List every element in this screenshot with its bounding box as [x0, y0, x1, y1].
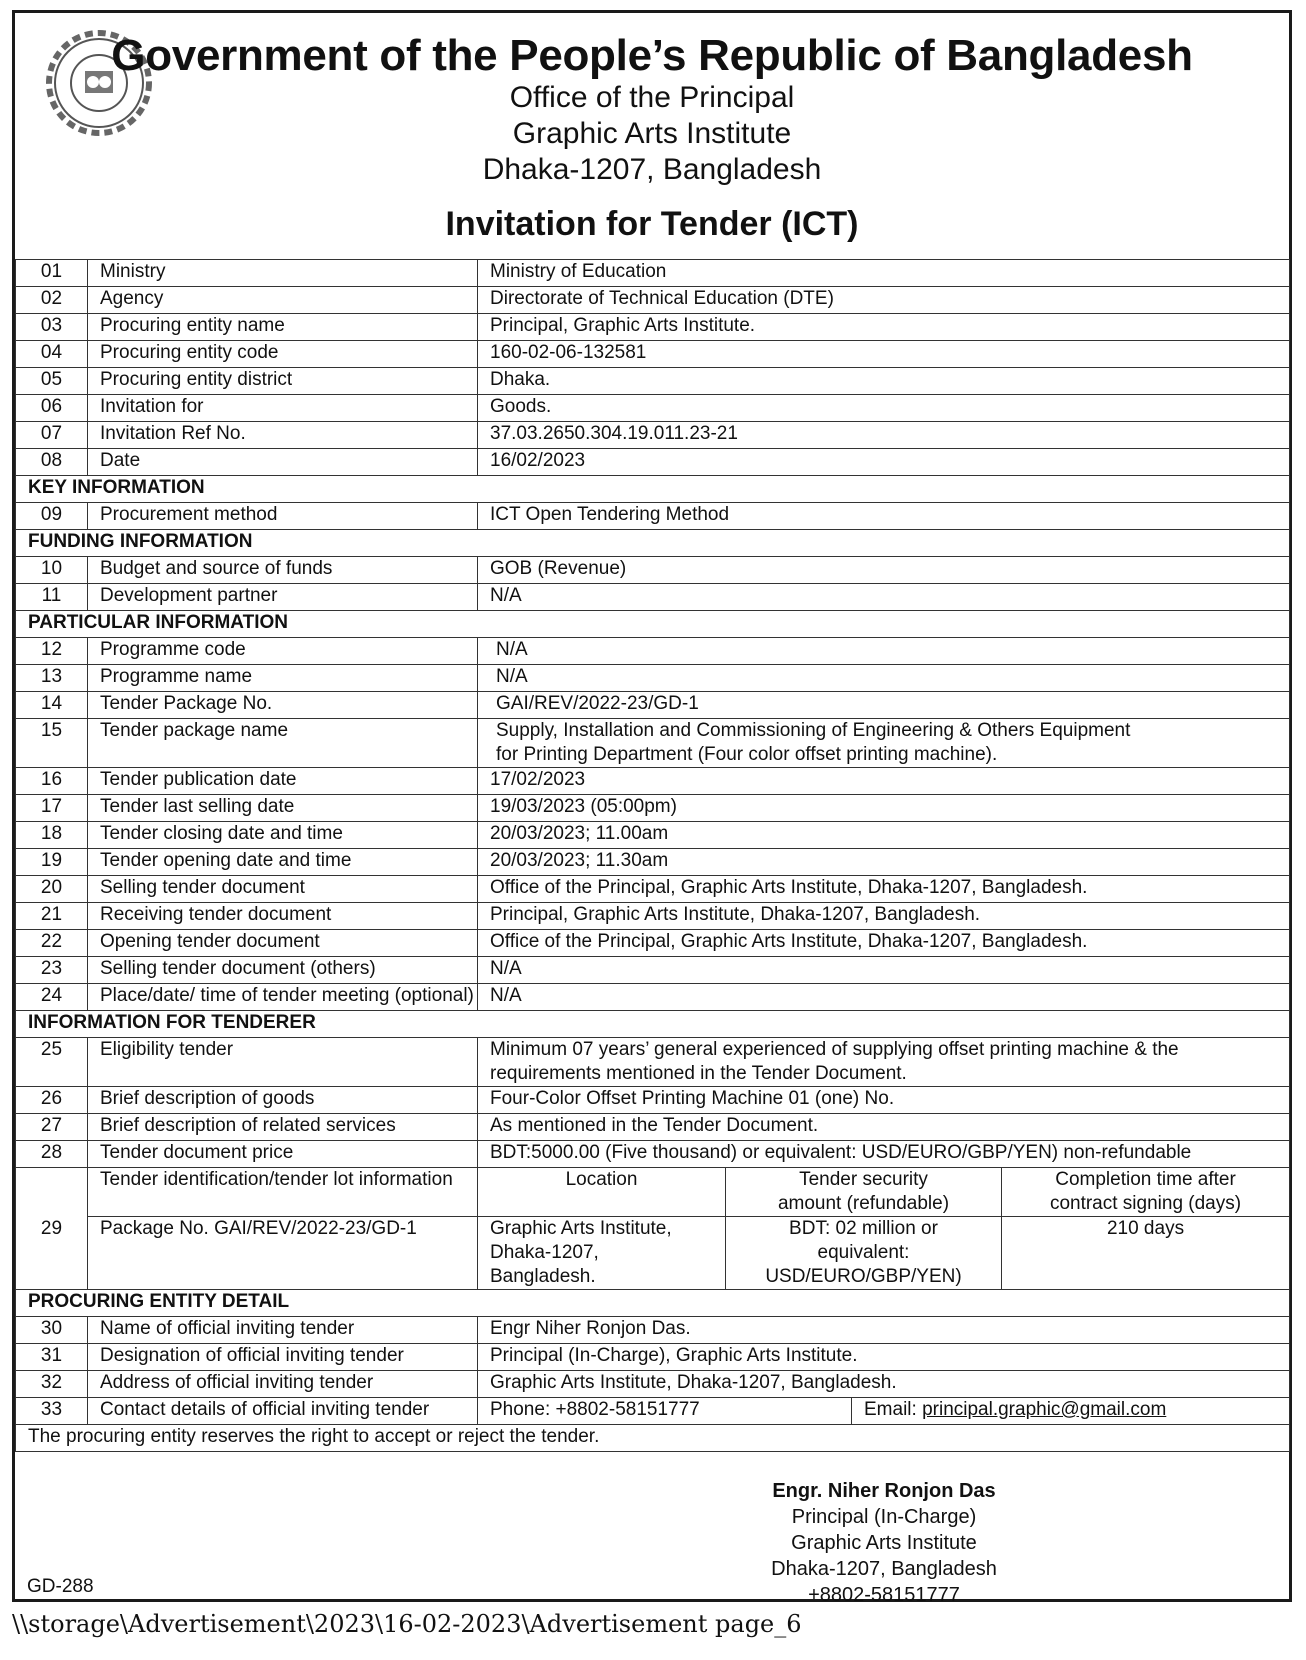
table-row	[16, 1087, 1290, 1114]
row-label: Designation of official inviting tender	[88, 1344, 478, 1371]
signatory-designation: Principal (In-Charge)	[791, 1506, 977, 1528]
row-value-text: 160-02-06-132581	[490, 342, 647, 363]
table-row	[16, 795, 1290, 822]
notice-title: Invitation for Tender (ICT)	[445, 205, 859, 243]
address-line: Dhaka-1207, Bangladesh	[482, 153, 822, 186]
row-label: Tender identification/tender lot information	[88, 1168, 478, 1217]
row-value-text: Office of the Principal, Graphic Arts Institute, Dhaka-1207, Bangladesh.	[490, 877, 1088, 898]
row-value-text: Supply, Installation and Commissioning of Engineering & Others Equipment	[496, 720, 1131, 741]
section-row	[16, 611, 1290, 638]
lot-completion-header: Completion time after contract signing (days)	[1002, 1168, 1290, 1217]
row-value	[478, 876, 1290, 903]
row-label: Agency	[88, 287, 478, 314]
row-number: 17	[16, 795, 88, 822]
table-row	[16, 957, 1290, 984]
table-row	[16, 449, 1290, 476]
row-label: Name of official inviting tender	[88, 1317, 478, 1344]
file-path: \\storage\Advertisement\2023\16-02-2023\Advertisement page_6	[12, 1610, 802, 1638]
signature-block	[734, 1478, 1034, 1608]
table-row	[16, 314, 1290, 341]
lot-completion: 210 days	[1002, 1217, 1290, 1290]
row-value	[478, 1141, 1290, 1168]
row-value	[478, 287, 1290, 314]
row-value	[478, 768, 1290, 795]
email-label: Email:	[864, 1399, 923, 1420]
row-label: Tender document price	[88, 1141, 478, 1168]
row-value-text: N/A	[490, 958, 522, 979]
row-value	[478, 368, 1290, 395]
row-number: 20	[16, 876, 88, 903]
table-row	[16, 557, 1290, 584]
row-value-text: BDT:5000.00 (Five thousand) or equivalent: USD/EURO/GBP/YEN) non-refundable	[490, 1142, 1192, 1163]
row-label: Procuring entity district	[88, 368, 478, 395]
table-row-29-body	[16, 1217, 1290, 1290]
row-value-text: N/A	[496, 639, 528, 660]
row-value-text: Principal (In-Charge), Graphic Arts Institute.	[490, 1345, 858, 1366]
row-value-text: Office of the Principal, Graphic Arts Institute, Dhaka-1207, Bangladesh.	[490, 931, 1088, 952]
row-value	[478, 719, 1290, 768]
table-row	[16, 930, 1290, 957]
row-label: Contact details of official inviting tender	[88, 1398, 478, 1425]
row-label: Programme name	[88, 665, 478, 692]
row-value-text: Principal, Graphic Arts Institute.	[490, 315, 756, 336]
row-number: 07	[16, 422, 88, 449]
table-row	[16, 368, 1290, 395]
row-value-text: As mentioned in the Tender Document.	[490, 1115, 819, 1136]
table-row	[16, 822, 1290, 849]
row-value	[478, 449, 1290, 476]
lot-package: Package No. GAI/REV/2022-23/GD-1	[88, 1217, 478, 1290]
row-value-text: Principal, Graphic Arts Institute, Dhaka-1207, Bangladesh.	[490, 904, 981, 925]
row-number: 19	[16, 849, 88, 876]
row-label: Procuring entity name	[88, 314, 478, 341]
row-value	[478, 957, 1290, 984]
row-number: 12	[16, 638, 88, 665]
table-row	[16, 584, 1290, 611]
row-value	[478, 822, 1290, 849]
row-value	[478, 1114, 1290, 1141]
row-label: Procurement method	[88, 503, 478, 530]
row-value	[478, 422, 1290, 449]
gd-code: GD-288	[27, 1576, 94, 1597]
lot-location: Graphic Arts Institute, Dhaka-1207, Bangladesh.	[478, 1217, 726, 1290]
row-number: 13	[16, 665, 88, 692]
row-value-text: 20/03/2023; 11.00am	[490, 823, 669, 844]
row-value-text: Ministry of Education	[490, 261, 667, 282]
signatory-institute: Graphic Arts Institute	[791, 1532, 977, 1554]
row-value	[478, 692, 1290, 719]
row-value-text: ICT Open Tendering Method	[490, 504, 730, 525]
table-row	[16, 984, 1290, 1011]
row-number: 25	[16, 1038, 88, 1087]
row-value-text: GOB (Revenue)	[490, 558, 627, 579]
row-value-text: Dhaka.	[490, 369, 551, 390]
lot-security-header: Tender security amount (refundable)	[726, 1168, 1002, 1217]
row-label: Invitation Ref No.	[88, 422, 478, 449]
row-value-text: Directorate of Technical Education (DTE)	[490, 288, 834, 309]
row-label: Tender last selling date	[88, 795, 478, 822]
signatory-name: Engr. Niher Ronjon Das	[772, 1480, 996, 1502]
row-number: 27	[16, 1114, 88, 1141]
table-row-29-head	[16, 1168, 1290, 1217]
row-value	[478, 1038, 1290, 1087]
row-number: 09	[16, 503, 88, 530]
row-value-text: Four-Color Offset Printing Machine 01 (one) No.	[490, 1088, 895, 1109]
row-number: 26	[16, 1087, 88, 1114]
table-row	[16, 1371, 1290, 1398]
row-value	[478, 665, 1290, 692]
section-procuring-entity-detail: PROCURING ENTITY DETAIL	[16, 1290, 1290, 1317]
table-row	[16, 341, 1290, 368]
row-value-text-line2: for Printing Department (Four color offset printing machine).	[496, 744, 998, 765]
row-label: Place/date/ time of tender meeting (optional)	[88, 984, 478, 1011]
signatory-address: Dhaka-1207, Bangladesh	[771, 1558, 997, 1580]
row-value	[478, 638, 1290, 665]
row-value	[478, 395, 1290, 422]
row-label: Development partner	[88, 584, 478, 611]
table-row	[16, 665, 1290, 692]
row-number: 03	[16, 314, 88, 341]
row-value-text: Goods.	[490, 396, 552, 417]
row-value	[478, 503, 1290, 530]
section-information-for-tenderer: INFORMATION FOR TENDERER	[16, 1011, 1290, 1038]
row-number: 24	[16, 984, 88, 1011]
row-value-text: 16/02/2023	[490, 450, 586, 471]
row-value	[478, 930, 1290, 957]
table-row	[16, 849, 1290, 876]
row-label: Tender closing date and time	[88, 822, 478, 849]
row-label: Ministry	[88, 260, 478, 287]
table-row	[16, 260, 1290, 287]
row-value-text: N/A	[490, 585, 522, 606]
row-value-text: 37.03.2650.304.19.011.23-21	[490, 423, 738, 444]
row-number: 02	[16, 287, 88, 314]
row-value-text: Graphic Arts Institute, Dhaka-1207, Bangladesh.	[490, 1372, 897, 1393]
table-row	[16, 768, 1290, 795]
table-row	[16, 638, 1290, 665]
table-row	[16, 503, 1290, 530]
table-row	[16, 692, 1290, 719]
row-number: 23	[16, 957, 88, 984]
row-value-text: N/A	[496, 666, 528, 687]
row-label: Brief description of related services	[88, 1114, 478, 1141]
row-value	[478, 903, 1290, 930]
table-row	[16, 287, 1290, 314]
section-row	[16, 476, 1290, 503]
row-label: Programme code	[88, 638, 478, 665]
row-number: 05	[16, 368, 88, 395]
table-row	[16, 876, 1290, 903]
row-number: 32	[16, 1371, 88, 1398]
row-value-text: GAI/REV/2022-23/GD-1	[496, 693, 699, 714]
row-label: Address of official inviting tender	[88, 1371, 478, 1398]
row-number: 14	[16, 692, 88, 719]
row-label: Procuring entity code	[88, 341, 478, 368]
notice-frame	[12, 10, 1292, 1606]
table-row	[16, 1317, 1290, 1344]
office-line: Office of the Principal	[509, 81, 795, 114]
institute-line: Graphic Arts Institute	[512, 117, 792, 150]
table-row	[16, 903, 1290, 930]
contact-email	[852, 1398, 1290, 1425]
row-label: Tender opening date and time	[88, 849, 478, 876]
table-row	[16, 1038, 1290, 1087]
row-value	[478, 849, 1290, 876]
row-label: Date	[88, 449, 478, 476]
row-value	[478, 341, 1290, 368]
row-value	[478, 1344, 1290, 1371]
row-number: 06	[16, 395, 88, 422]
row-value	[478, 1317, 1290, 1344]
signatory-phone: +8802-58151777	[808, 1584, 960, 1606]
row-number: 04	[16, 341, 88, 368]
row-number: 29	[16, 1168, 88, 1290]
row-number: 10	[16, 557, 88, 584]
table-row	[16, 422, 1290, 449]
row-number: 28	[16, 1141, 88, 1168]
row-number: 15	[16, 719, 88, 768]
table-row	[16, 1141, 1290, 1168]
row-number: 16	[16, 768, 88, 795]
section-funding-information: FUNDING INFORMATION	[16, 530, 1290, 557]
table-row	[16, 1344, 1290, 1371]
row-label: Receiving tender document	[88, 903, 478, 930]
row-value-text: Minimum 07 years’ general experienced of supplying offset printing machine & the	[490, 1039, 1179, 1060]
row-number: 01	[16, 260, 88, 287]
row-value	[478, 314, 1290, 341]
reservation-note: The procuring entity reserves the right to accept or reject the tender.	[16, 1425, 1290, 1452]
row-number: 18	[16, 822, 88, 849]
row-value-text: 17/02/2023	[490, 769, 586, 790]
section-key-information: KEY INFORMATION	[16, 476, 1290, 503]
row-label: Tender package name	[88, 719, 478, 768]
row-value	[478, 260, 1290, 287]
row-number: 21	[16, 903, 88, 930]
table-row-33	[16, 1398, 1290, 1425]
row-number: 30	[16, 1317, 88, 1344]
row-label: Eligibility tender	[88, 1038, 478, 1087]
row-label: Opening tender document	[88, 930, 478, 957]
row-label: Selling tender document	[88, 876, 478, 903]
table-row	[16, 719, 1290, 768]
row-number: 08	[16, 449, 88, 476]
table-row	[16, 395, 1290, 422]
row-label: Brief description of goods	[88, 1087, 478, 1114]
tender-table	[15, 259, 1290, 1452]
lot-security: BDT: 02 million or equivalent: USD/EURO/GBP/YEN)	[726, 1217, 1002, 1290]
row-label: Tender publication date	[88, 768, 478, 795]
section-row	[16, 1290, 1290, 1317]
row-value-text: Engr Niher Ronjon Das.	[490, 1318, 691, 1339]
email-link[interactable]: principal.graphic@gmail.com	[922, 1399, 1167, 1420]
lot-location-header: Location	[478, 1168, 726, 1217]
section-row	[16, 530, 1290, 557]
row-value-text: 19/03/2023 (05:00pm)	[490, 796, 677, 817]
row-value	[478, 584, 1290, 611]
government-heading: Government of the People’s Republic of Bangladesh	[111, 31, 1193, 80]
row-value	[478, 795, 1290, 822]
row-value-text: N/A	[490, 985, 522, 1006]
row-label: Selling tender document (others)	[88, 957, 478, 984]
section-row	[16, 1011, 1290, 1038]
row-value-text-line2: requirements mentioned in the Tender Document.	[490, 1063, 907, 1084]
row-value	[478, 1087, 1290, 1114]
row-number: 31	[16, 1344, 88, 1371]
row-label: Budget and source of funds	[88, 557, 478, 584]
row-number: 22	[16, 930, 88, 957]
note-row	[16, 1425, 1290, 1452]
row-number: 33	[16, 1398, 88, 1425]
table-row	[16, 1114, 1290, 1141]
row-label: Invitation for	[88, 395, 478, 422]
row-value	[478, 1371, 1290, 1398]
section-particular-information: PARTICULAR INFORMATION	[16, 611, 1290, 638]
contact-phone: Phone: +8802-58151777	[478, 1398, 852, 1425]
row-number: 11	[16, 584, 88, 611]
row-value-text: 20/03/2023; 11.30am	[490, 850, 669, 871]
row-label: Tender Package No.	[88, 692, 478, 719]
row-value	[478, 984, 1290, 1011]
row-value	[478, 557, 1290, 584]
